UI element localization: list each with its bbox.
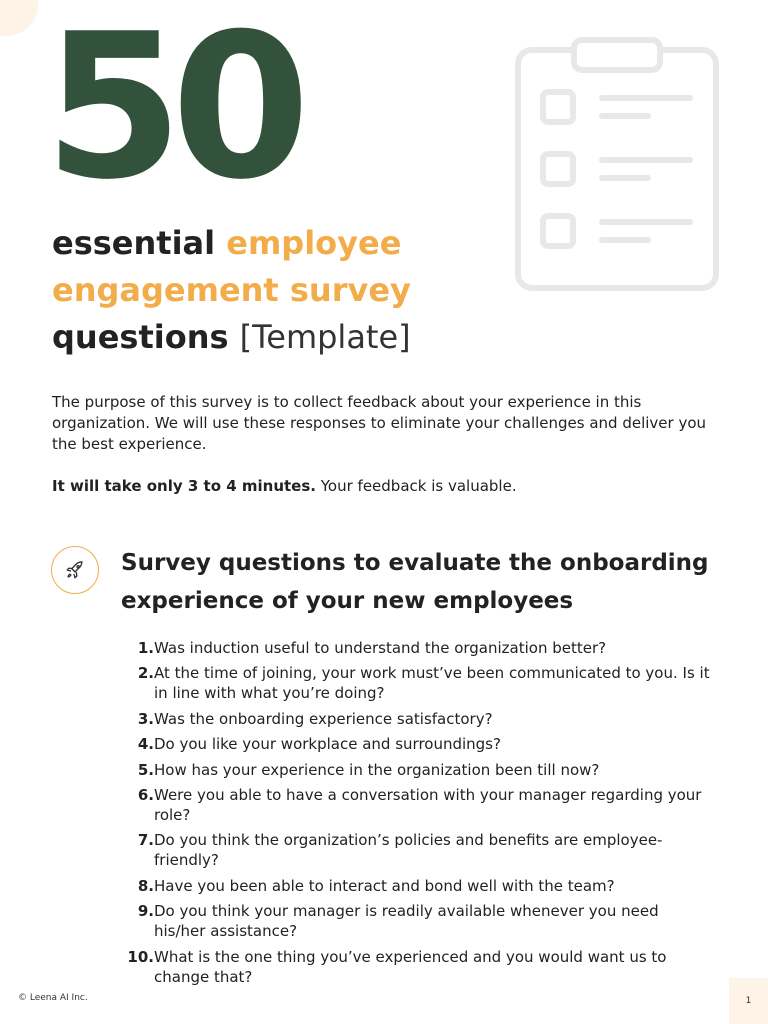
intro-text [52, 392, 724, 497]
list-item [110, 901, 710, 941]
question-text: Was the onboarding experience satisfactory? [154, 709, 493, 728]
footer-copyright: © Leena AI Inc. [18, 993, 88, 1003]
question-text: Have you been able to interact and bond well with the team? [154, 876, 615, 895]
title-accent: employee engagement survey [52, 224, 411, 309]
question-number: 3. [137, 709, 154, 728]
question-number: 7. [137, 831, 154, 850]
page-title [52, 220, 472, 361]
title-part2: questions [52, 318, 240, 356]
question-number: 9. [137, 902, 154, 921]
list-item [110, 734, 710, 754]
question-text: Do you think your manager is readily available whenever you need his/her assistance? [154, 902, 659, 941]
question-number: 10. [127, 947, 154, 966]
corner-decoration [0, 0, 38, 36]
intro-paragraph: The purpose of this survey is to collect feedback about your experience in this organization. We will use these responses to eliminate your challenges and deliver you the best experience. [52, 393, 707, 453]
question-number: 5. [137, 760, 154, 779]
list-item [110, 876, 710, 896]
hero-number: 50 [44, 0, 299, 224]
list-item [110, 663, 710, 703]
question-text: Do you like your workplace and surroundings? [154, 735, 501, 754]
question-number: 2. [137, 664, 154, 683]
question-number: 1. [137, 639, 154, 657]
question-list [110, 638, 710, 992]
page-number: 1 [729, 978, 768, 1024]
list-item [110, 709, 710, 729]
title-template-tag: [Template] [239, 318, 411, 356]
time-estimate [52, 476, 724, 497]
time-estimate-bold: It will take only 3 to 4 minutes. [52, 477, 316, 495]
question-text: What is the one thing you’ve experienced and you would want us to change that? [154, 947, 667, 986]
list-item [110, 760, 710, 780]
section-icon-badge [51, 546, 99, 594]
list-item [110, 947, 710, 987]
clipboard-icon [512, 36, 722, 294]
question-number: 4. [137, 735, 154, 754]
section-heading: Survey questions to evaluate the onboarding experience of your new employees [121, 550, 709, 614]
question-number: 8. [137, 876, 154, 895]
question-text: How has your experience in the organization been till now? [154, 760, 600, 779]
list-item [110, 785, 710, 825]
rocket-icon [64, 559, 86, 581]
time-estimate-rest: Your feedback is valuable. [315, 477, 517, 495]
question-text: Do you think the organization’s policies and benefits are employee-friendly? [154, 831, 663, 870]
list-item [110, 830, 710, 870]
question-text: Were you able to have a conversation with your manager regarding your role? [154, 785, 702, 824]
list-item [110, 638, 710, 658]
question-text: At the time of joining, your work must’ve been communicated to you. Is it in line with what you’re doing? [154, 664, 710, 703]
title-part1: essential [52, 224, 227, 262]
question-number: 6. [137, 785, 154, 804]
question-text: Was induction useful to understand the organization better? [154, 639, 607, 657]
